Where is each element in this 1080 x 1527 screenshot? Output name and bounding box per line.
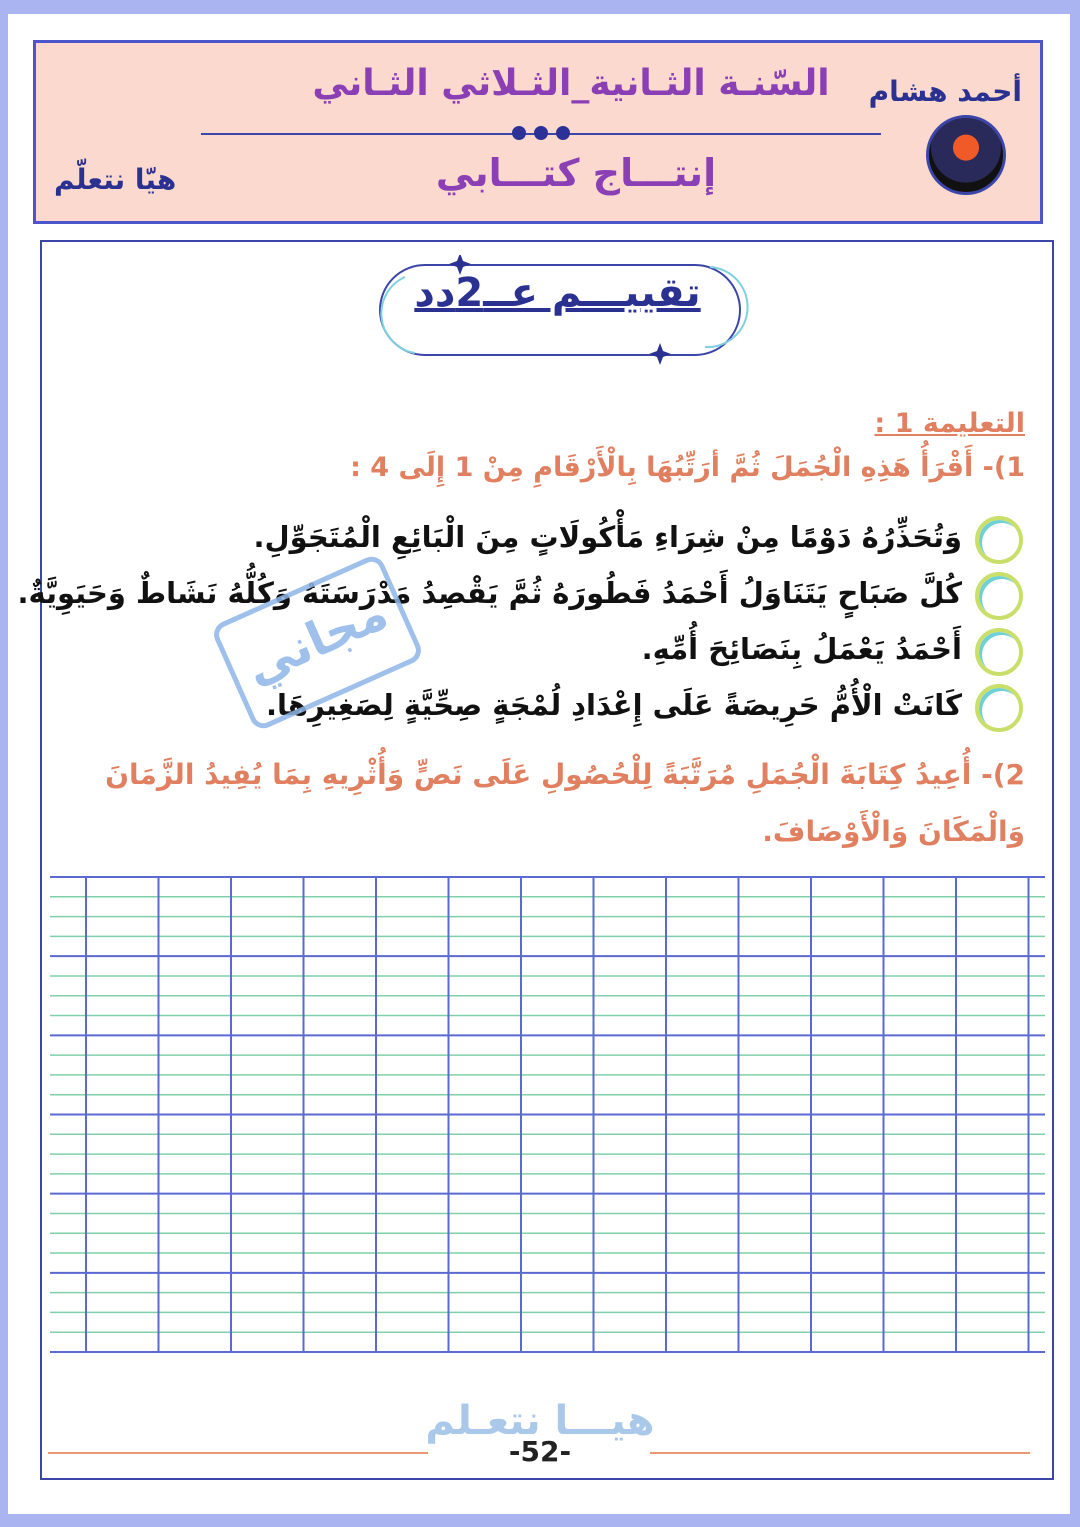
question-1: 1)- أَقْرَأُ هَذِهِ الْجُمَلَ ثُمَّ أرَتِّبُهَا بِالْأَرْقَامِ مِنْ 1 إِلَى 4 :	[350, 452, 1025, 483]
free-watermark: مجاني	[210, 552, 426, 732]
page-number: -52-	[508, 1435, 572, 1468]
subject-title: إنتـــاج كتـــابي	[435, 151, 717, 195]
author-avatar	[926, 115, 1006, 195]
header-banner	[33, 40, 1043, 224]
question-2-line-1: 2)- أُعِيدُ كِتَابَةَ الْجُمَلِ مُرَتَّبَةً لِلْحُصُولِ عَلَى نَصٍّ وَأُثْرِيهِ بِمَا يُفِيدُ الزَّمَانَ	[105, 758, 1025, 791]
sentence-3: أَحْمَدُ يَعْمَلُ بِنَصَائِحَ أُمِّهِ.	[641, 632, 962, 666]
writing-grid[interactable]	[50, 875, 1045, 1355]
assessment-title: تقييـــم عــ2دد	[414, 270, 701, 316]
sentence-1: وَتُحَذِّرُهُ دَوْمًا مِنْ شِرَاءِ مَأْكُولَاتٍ مِنَ الْبَائِعِ الْمُتَجَوِّلِ.	[253, 520, 962, 554]
answer-circle-4[interactable]	[975, 684, 1023, 732]
instruction-label: التعليمة 1 :	[874, 408, 1025, 439]
author-name: أحمد هشام	[868, 75, 1022, 108]
grade-level-title: السّنـة الثـانية_الثـلاثي الثـاني	[312, 63, 830, 104]
sentence-4: كَانَتْ الْأُمُّ حَرِيصَةً عَلَى إِعْدَادِ لُمْجَةٍ صِحِّيَّةٍ لِصَغِيرِهَا.	[266, 688, 962, 722]
sentence-2: كُلَّ صَبَاحٍ يَتَنَاوَلُ أَحْمَدُ فَطُورَهُ ثُمَّ يَقْصِدُ مَدْرَسَتَهُ وَكُلُّهُ نَشَاطٌ وَحَيَوِيَّةٌ.	[17, 576, 962, 610]
footer-divider-left	[48, 1452, 428, 1454]
brand-label: هيّا نتعلّم	[54, 163, 177, 196]
divider-dots-icon	[508, 123, 588, 145]
question-2-line-2: وَالْمَكَانَ وَالْأَوْصَافَ.	[762, 815, 1025, 848]
answer-circle-3[interactable]	[975, 628, 1023, 676]
answer-circle-1[interactable]	[975, 516, 1023, 564]
answer-circle-2[interactable]	[975, 572, 1023, 620]
footer-brand: هيـــا نتعـلم	[425, 1398, 655, 1444]
footer-divider-right	[650, 1452, 1030, 1454]
